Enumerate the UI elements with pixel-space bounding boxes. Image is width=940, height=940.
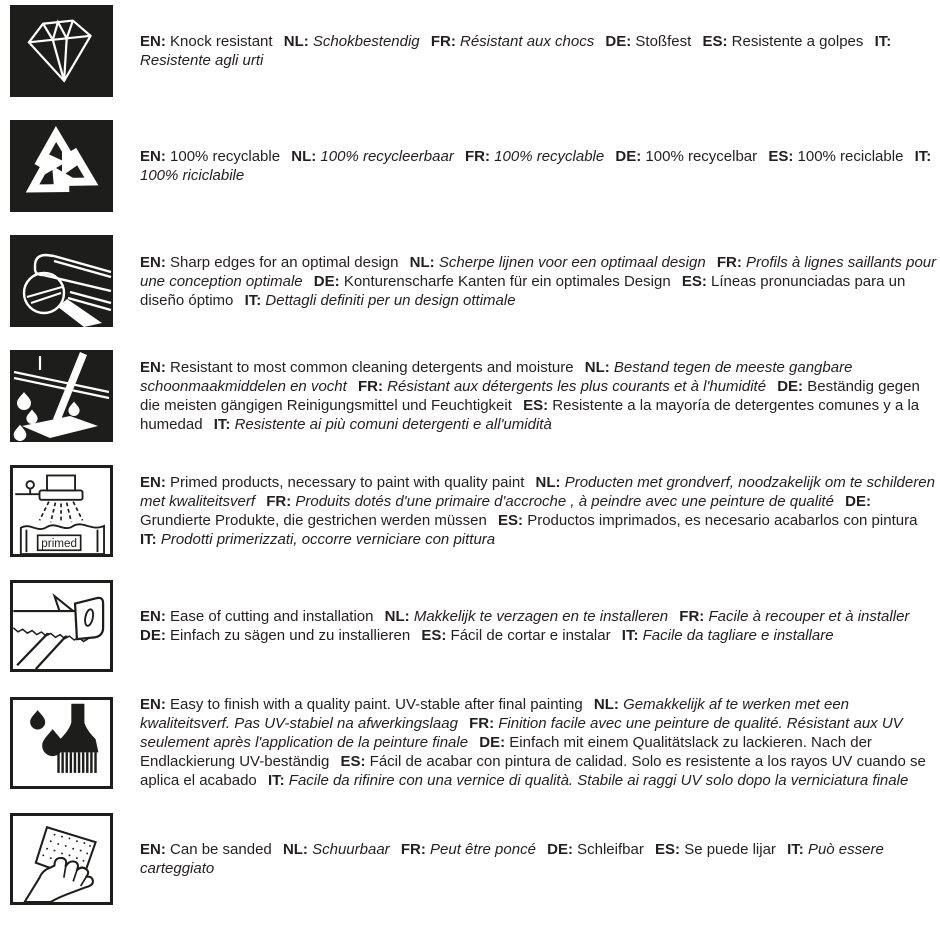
lang-text-en: 100% recyclable [170, 148, 281, 165]
lang-text-de: Schleifbar [577, 841, 644, 858]
feature-description [140, 695, 938, 790]
lang-text-es: Fácil de cortar e instalar [450, 627, 611, 644]
lang-label-it: IT: [621, 627, 639, 644]
lang-label-en: EN: [140, 841, 166, 858]
lang-text-it: Prodotti primerizzati, occorre verniciare con pittura [160, 531, 496, 548]
lang-label-es: ES: [340, 753, 366, 770]
lang-label-fr: FR: [716, 253, 742, 271]
lang-label-es: ES: [681, 272, 707, 290]
lang-text-es: Líneas pronunciadas para un diseño óptimo [140, 272, 906, 309]
lang-text-es: Fácil de acabar con pintura de calidad. Solo es resistente a los rayos UV cuando se aplica el acabado [140, 753, 926, 789]
feature-description [140, 473, 938, 549]
recycling-icon [10, 120, 113, 212]
lang-label-es: ES: [523, 397, 549, 414]
lang-text-en: Knock resistant [170, 33, 273, 50]
lang-label-it: IT: [874, 33, 892, 50]
lang-label-nl: NL: [593, 696, 619, 713]
lang-text-it: Può essere carteggiato [140, 841, 884, 877]
lang-text-nl: Producten met grondverf, noodzakelijk om te schilderen met kwaliteitsverf [140, 474, 935, 510]
lang-label-en: EN: [140, 608, 166, 625]
lang-text-en: Easy to finish with a quality paint. UV-stable after final painting [170, 696, 583, 713]
feature-description [140, 253, 938, 310]
lang-label-it: IT: [787, 841, 804, 858]
lang-text-it: Facile da tagliare e installare [642, 627, 834, 644]
lang-text-it: 100% riciclabile [140, 167, 245, 184]
lang-label-nl: NL: [291, 148, 317, 165]
lang-label-it: IT: [140, 531, 157, 548]
lang-text-nl: Scherpe lijnen voor een optimaal design [438, 253, 706, 271]
lang-label-fr: FR: [400, 841, 426, 858]
lang-label-en: EN: [140, 474, 166, 491]
lang-text-fr: Finition facile avec une peinture de qualité. Résistant aux UV seulement après l'application de la peinture finale [140, 715, 903, 751]
primed-spray-icon [10, 465, 113, 557]
lang-text-de: Einfach mit einem Qualitätslack zu lackieren. Nach der Endlackierung UV-beständig [140, 734, 872, 770]
feature-row-recyclable [10, 120, 938, 212]
diamond-icon [10, 5, 113, 97]
lang-label-it: IT: [267, 772, 285, 789]
lang-label-nl: NL: [535, 474, 561, 491]
sharp-edges-magnifier-icon [10, 235, 113, 327]
saw-cutting-icon [10, 580, 113, 672]
lang-text-es: Resistente a la mayoría de detergentes comunes y a la humedad [140, 397, 920, 433]
lang-label-es: ES: [702, 33, 728, 50]
lang-text-it: Resistente agli urti [140, 52, 264, 69]
lang-text-de: 100% recycelbar [645, 148, 758, 165]
lang-text-fr: Profils à lignes saillants pour une conception optimale [140, 253, 937, 290]
lang-label-de: DE: [615, 148, 642, 165]
lang-label-de: DE: [140, 627, 166, 644]
lang-label-it: IT: [213, 416, 231, 433]
lang-label-nl: NL: [409, 253, 435, 271]
lang-text-en: Can be sanded [170, 841, 272, 858]
lang-label-es: ES: [421, 627, 447, 644]
lang-label-it: IT: [914, 148, 932, 165]
lang-label-nl: NL: [283, 33, 309, 50]
lang-text-es: Se puede lijar [684, 841, 776, 858]
lang-label-nl: NL: [282, 841, 308, 858]
lang-text-nl: 100% recycleerbaar [320, 148, 454, 165]
feature-row-primed [10, 465, 938, 557]
lang-text-es: 100% reciclable [797, 148, 904, 165]
feature-row-paint-finish [10, 695, 938, 790]
feature-description [140, 607, 938, 645]
lang-text-it: Facile da rifinire con una vernice di qualità. Stabile ai raggi UV solo dopo la verniciatura finale [288, 772, 909, 789]
lang-text-es: Resistente a golpes [731, 33, 864, 50]
lang-text-en: Primed products, necessary to paint with quality paint [170, 474, 525, 491]
feature-description [140, 32, 938, 70]
feature-row-cleaning-resistant [10, 350, 938, 442]
paint-drops-brush-icon [10, 697, 113, 789]
lang-label-it: IT: [244, 291, 262, 309]
feature-description [140, 147, 938, 185]
lang-label-fr: FR: [469, 715, 495, 732]
lang-text-de: Einfach zu sägen und zu installieren [170, 627, 411, 644]
lang-label-fr: FR: [430, 33, 456, 50]
lang-label-en: EN: [140, 359, 166, 376]
lang-text-nl: Makkelijk te verzagen en te installeren [413, 608, 669, 625]
feature-description [140, 840, 938, 878]
primed-label: primed [41, 536, 78, 550]
lang-label-fr: FR: [679, 608, 705, 625]
lang-label-de: DE: [777, 378, 804, 395]
lang-label-nl: NL: [584, 359, 610, 376]
sanding-hand-icon [10, 813, 113, 905]
lang-label-fr: FR: [357, 378, 383, 395]
lang-text-en: Sharp edges for an optimal design [170, 253, 399, 271]
lang-text-en: Ease of cutting and installation [170, 608, 374, 625]
lang-label-es: ES: [768, 148, 794, 165]
lang-text-fr: 100% recyclable [494, 148, 605, 165]
lang-text-de: Stoßfest [635, 33, 692, 50]
feature-row-sharp-edges [10, 235, 938, 327]
lang-text-es: Productos imprimados, es necesario acabarlos con pintura [527, 512, 918, 529]
lang-label-en: EN: [140, 696, 166, 713]
lang-label-fr: FR: [465, 148, 490, 165]
lang-label-es: ES: [498, 512, 524, 529]
lang-label-fr: FR: [266, 493, 292, 510]
lang-label-nl: NL: [384, 608, 410, 625]
lang-text-nl: Gemakkelijk af te werken met een kwaliteitsverf. Pas UV-stabiel na afwerkingslaag [140, 696, 850, 732]
lang-label-es: ES: [655, 841, 681, 858]
lang-text-de: Grundierte Produkte, die gestrichen werden müssen [140, 512, 487, 529]
lang-label-de: DE: [547, 841, 573, 858]
lang-label-de: DE: [479, 734, 506, 751]
feature-row-knock-resistant [10, 5, 938, 97]
lang-label-en: EN: [140, 253, 166, 271]
lang-text-fr: Produits dotés d'une primaire d'accroche , à peindre avec une peinture de qualité [295, 493, 834, 510]
feature-description [140, 358, 938, 434]
lang-label-de: DE: [845, 493, 871, 510]
lang-text-nl: Bestand tegen de meeste gangbare schoonmaakmiddelen en vocht [140, 359, 853, 395]
lang-text-it: Resistente ai più comuni detergenti e all'umidità [234, 416, 552, 433]
lang-text-fr: Résistant aux chocs [460, 33, 595, 50]
cleaning-mop-icon [10, 350, 113, 442]
lang-text-fr: Peut être poncé [430, 841, 536, 858]
lang-text-it: Dettagli definiti per un design ottimale [265, 291, 516, 309]
lang-text-fr: Résistant aux détergents les plus courants et à l'humidité [387, 378, 767, 395]
lang-text-en: Resistant to most common cleaning detergents and moisture [170, 359, 574, 376]
feature-row-cutting [10, 580, 938, 672]
lang-label-en: EN: [140, 33, 166, 50]
lang-label-en: EN: [140, 148, 166, 165]
lang-label-de: DE: [605, 33, 632, 50]
lang-text-nl: Schuurbaar [312, 841, 390, 858]
lang-label-de: DE: [313, 272, 340, 290]
lang-text-de: Konturenscharfe Kanten für ein optimales Design [343, 272, 671, 290]
lang-text-de: Beständig gegen die meisten gängigen Reinigungsmittel und Feuchtigkeit [140, 378, 920, 414]
lang-text-fr: Facile à recouper et à installer [708, 608, 910, 625]
feature-row-sandable [10, 813, 938, 905]
lang-text-nl: Schokbestendig [312, 33, 420, 50]
